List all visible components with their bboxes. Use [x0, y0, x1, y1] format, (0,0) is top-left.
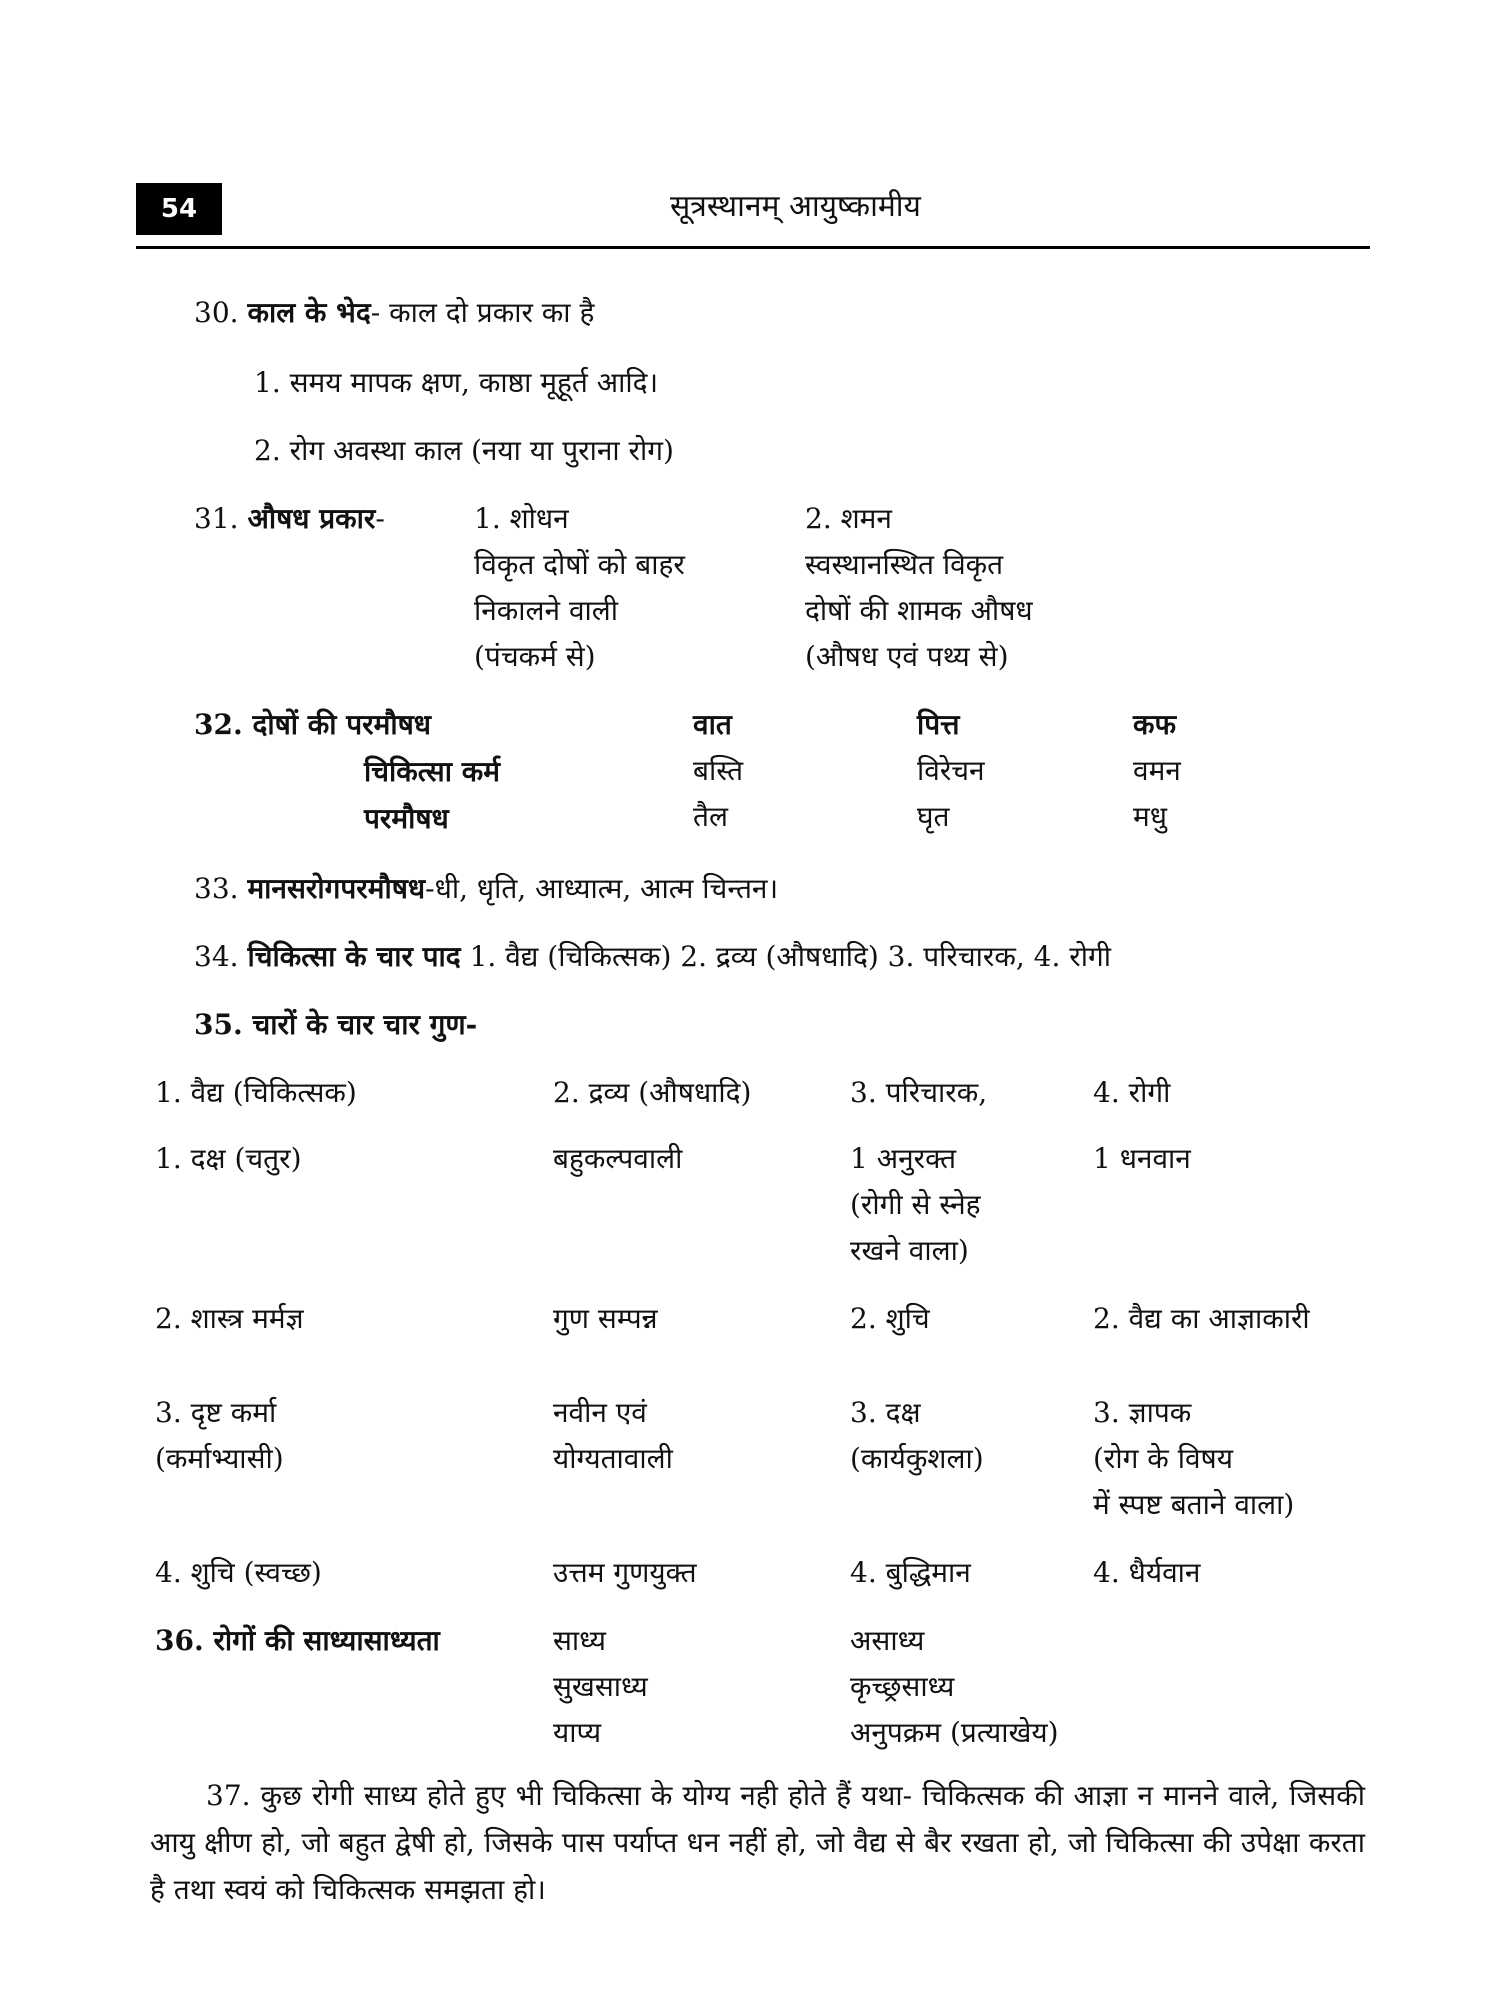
- table-cell: [850, 1296, 930, 1342]
- text-line: (रोगी से स्नेह: [850, 1188, 981, 1221]
- text-line: 2. शुचि: [850, 1302, 930, 1335]
- section-35-heading: 35. चारों के चार चार गुण-: [194, 1008, 478, 1041]
- table-cell: [553, 1136, 682, 1182]
- sadhya-column: [553, 1618, 648, 1756]
- text-line: बहुकल्पवाली: [553, 1142, 683, 1175]
- section-31-number: 31.: [194, 502, 239, 535]
- text-line: (कर्माभ्यासी): [155, 1442, 284, 1475]
- text-line: 3. दृष्ट कर्मा: [155, 1396, 277, 1429]
- table-cell: घृत: [917, 800, 950, 833]
- text-line: असाध्य: [850, 1624, 925, 1657]
- asadhya-column: [850, 1618, 1059, 1756]
- table-cell: [155, 1390, 284, 1482]
- text-line: (औषध एवं पथ्य से): [805, 640, 1009, 673]
- section-31-shodhan: [474, 496, 685, 680]
- text-line: कृच्छ्रसाध्य: [850, 1670, 955, 1703]
- text-line: 1. शोधन: [474, 502, 569, 535]
- table-cell: [155, 1550, 322, 1596]
- text-line: साध्य: [553, 1624, 606, 1657]
- table-cell: [1093, 1390, 1294, 1528]
- section-33-text: -धी, धृति, आध्यात्म, आत्म चिन्तन।: [425, 872, 779, 905]
- section-30-title: काल के भेद: [247, 296, 371, 329]
- page-number: 54: [136, 183, 222, 235]
- header-rule: [136, 246, 1370, 249]
- table-cell: [553, 1296, 658, 1342]
- table-cell: [1093, 1550, 1200, 1596]
- table-cell: मधु: [1133, 800, 1167, 833]
- section-34: [194, 934, 1111, 980]
- dosha-column-vata: [693, 702, 743, 840]
- text-line: दोषों की शामक औषध: [805, 594, 1033, 627]
- table-cell: [1093, 1136, 1191, 1182]
- section-33-number: 33.: [194, 872, 239, 905]
- section-33-title: मानसरोगपरमौषध: [247, 872, 426, 905]
- row-label: परमौषध: [364, 802, 449, 835]
- table-cell: [850, 1550, 971, 1596]
- table-cell: बस्ति: [693, 754, 744, 787]
- text-line: 4. बुद्धिमान: [850, 1556, 971, 1589]
- text-line: 1 अनुरक्त: [850, 1142, 957, 1175]
- table-cell: वमन: [1133, 754, 1181, 787]
- table-cell: विरेचन: [917, 754, 985, 787]
- text-line: नवीन एवं: [553, 1396, 647, 1429]
- text-line: रखने वाला): [850, 1234, 969, 1267]
- text-line: (पंचकर्म से): [474, 640, 596, 673]
- table-cell: तैल: [693, 800, 728, 833]
- text-line: अनुपक्रम (प्रत्याखेय): [850, 1716, 1059, 1749]
- section-30-item: 2. रोग अवस्था काल (नया या पुराना रोग): [254, 434, 674, 467]
- column-header: 1. वैद्य (चिकित्सक): [155, 1076, 357, 1109]
- section-31-heading: [194, 496, 385, 542]
- section-33: [194, 866, 778, 912]
- section-34-number: 34.: [194, 940, 239, 973]
- section-31-shaman: [805, 496, 1033, 680]
- table-cell: [155, 1296, 304, 1342]
- text-line: 2. वैद्य का आज्ञाकारी: [1093, 1302, 1310, 1335]
- section-34-text: 1. वैद्य (चिकित्सक) 2. द्रव्य (औषधादि) 3. परिचारक, 4. रोगी: [460, 940, 1111, 973]
- section-31-dash: -: [375, 502, 385, 535]
- text-line: 1 धनवान: [1093, 1142, 1191, 1175]
- section-30-item: 1. समय मापक क्षण, काष्ठा मूहूर्त आदि।: [254, 366, 659, 399]
- column-header: 4. रोगी: [1093, 1076, 1171, 1109]
- section-31-title: औषध प्रकार: [247, 502, 376, 535]
- table-cell: [1093, 1296, 1310, 1342]
- text-line: विकृत दोषों को बाहर: [474, 548, 685, 581]
- text-line: सुखसाध्य: [553, 1670, 648, 1703]
- text-line: 2. शमन: [805, 502, 892, 535]
- text-line: 4. धैर्यवान: [1093, 1556, 1201, 1589]
- text-line: योग्यतावाली: [553, 1442, 673, 1475]
- dosha-column-pitta: [917, 702, 985, 840]
- table-cell: [553, 1550, 697, 1596]
- text-line: 3. दक्ष: [850, 1396, 921, 1429]
- text-line: गुण सम्पन्न: [553, 1302, 658, 1335]
- table-cell: [850, 1390, 984, 1482]
- column-header: 2. द्रव्य (औषधादि): [553, 1076, 752, 1109]
- text-line: (रोग के विषय: [1093, 1442, 1233, 1475]
- text-line: उत्तम गुणयुक्त: [553, 1556, 697, 1589]
- column-head: पित्त: [917, 708, 960, 741]
- section-30-number: 30.: [194, 296, 239, 329]
- column-head: वात: [693, 708, 732, 741]
- column-header: 3. परिचारक,: [850, 1076, 988, 1109]
- column-head: कफ: [1133, 708, 1177, 741]
- text-line: निकालने वाली: [474, 594, 619, 627]
- section-30-intro: - काल दो प्रकार का है: [370, 296, 595, 329]
- section-34-title: चिकित्सा के चार पाद: [247, 940, 461, 973]
- text-line: स्वस्थानस्थित विकृत: [805, 548, 1004, 581]
- table-cell: [553, 1390, 673, 1482]
- page-title: सूत्रस्थानम् आयुष्कामीय: [670, 189, 921, 224]
- table-cell: [850, 1136, 980, 1274]
- text-line: (कार्यकुशला): [850, 1442, 984, 1475]
- text-line: 4. शुचि (स्वच्छ): [155, 1556, 322, 1589]
- table-cell: [155, 1136, 302, 1182]
- section-30-heading: [194, 290, 594, 336]
- text-line: याप्य: [553, 1716, 602, 1749]
- section-37-paragraph: 37. कुछ रोगी साध्य होते हुए भी चिकित्सा के योग्य नही होते हैं यथा- चिकित्सक की आज्ञा न मानने वाले, जिसकी आयु क्षीण हो, जो बहुत द्वेषी हो, जिसके पास पर्याप्त धन नहीं हो, जो वैद्य से बैर रखता हो, जो चिकित्सा की उपेक्षा करता है तथा स्वयं को चिकित्सक समझता हो।: [150, 1779, 1365, 1906]
- text-line: 3. ज्ञापक: [1093, 1396, 1192, 1429]
- dosha-column-kapha: [1133, 702, 1181, 840]
- text-line: 1. दक्ष (चतुर): [155, 1142, 302, 1175]
- row-label: चिकित्सा कर्म: [364, 755, 500, 788]
- text-line: में स्पष्ट बताने वाला): [1093, 1488, 1295, 1521]
- text-line: 2. शास्त्र मर्मज्ञ: [155, 1302, 304, 1335]
- section-36-heading: 36. रोगों की साध्यासाध्यता: [155, 1624, 440, 1657]
- section-32-heading: 32. दोषों की परमौषध: [194, 708, 432, 741]
